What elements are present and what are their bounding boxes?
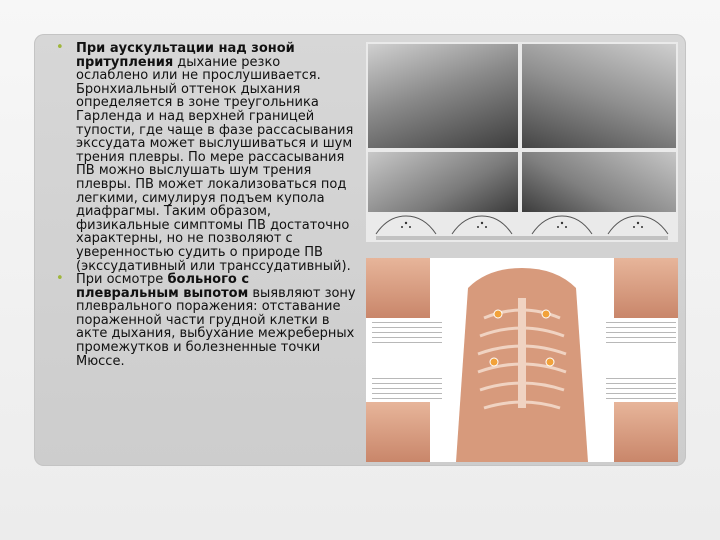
bullet-1-bold: При аускультации над зоной притупления (76, 41, 295, 70)
photo-auscultation-chest (522, 44, 676, 148)
bullet-1-text: дыхание резко ослаблено или не прослушивается. Бронхиальный оттенок дыхания определяется в зоне треугольника Гарленда и над верхней границей тупости, где чаще в фазе рассасывания экссудата может выслушиваться и шум трения плевры. По мере рассасывания ПВ можно выслушать шум трения плевры. ПВ может локализоваться под легкими, симулируя подъем купола диафрагмы. Таким образом, физикальные симптомы ПВ достаточно характерны, но не позволяют с уверенностью судить о природе ПВ (экссудативный или транссудативный). (76, 54, 354, 274)
bullet-2-pre: При осмотре (76, 272, 168, 288)
annotation-left-lower (372, 378, 442, 400)
bullet-marker-icon: • (56, 40, 64, 55)
auscultation-photos-figure (366, 42, 678, 242)
photo-stethoscope-bottom-left (366, 402, 430, 462)
photo-stethoscope-top-right (614, 258, 678, 318)
photo-back-left (368, 152, 518, 212)
ribcage-illustration (448, 258, 596, 462)
bullet-examination (56, 273, 356, 368)
bullet-auscultation (56, 42, 356, 273)
annotation-left-upper (372, 322, 442, 344)
annotation-right-upper (606, 322, 676, 344)
photo-stethoscope-bottom-right (614, 402, 678, 462)
text-column (56, 42, 356, 368)
annotation-right-lower (606, 378, 676, 400)
bullet-marker-icon: • (56, 271, 64, 287)
photo-back-right (522, 152, 676, 212)
bullet-2-text: выявляют зону плеврального поражения: отставание пораженной части грудной клетки в акте дыхания, выбухание межреберных промежутков и болезненные точки Мюссе. (76, 285, 356, 369)
bullet-2-bold: больного с плевральным выпотом (76, 272, 250, 301)
photo-auscultation-back (368, 44, 518, 148)
torso-sketches (368, 214, 676, 236)
photo-stethoscope-top-left (366, 258, 430, 318)
figure-caption (376, 236, 668, 240)
chest-auscultation-figure (366, 258, 678, 462)
